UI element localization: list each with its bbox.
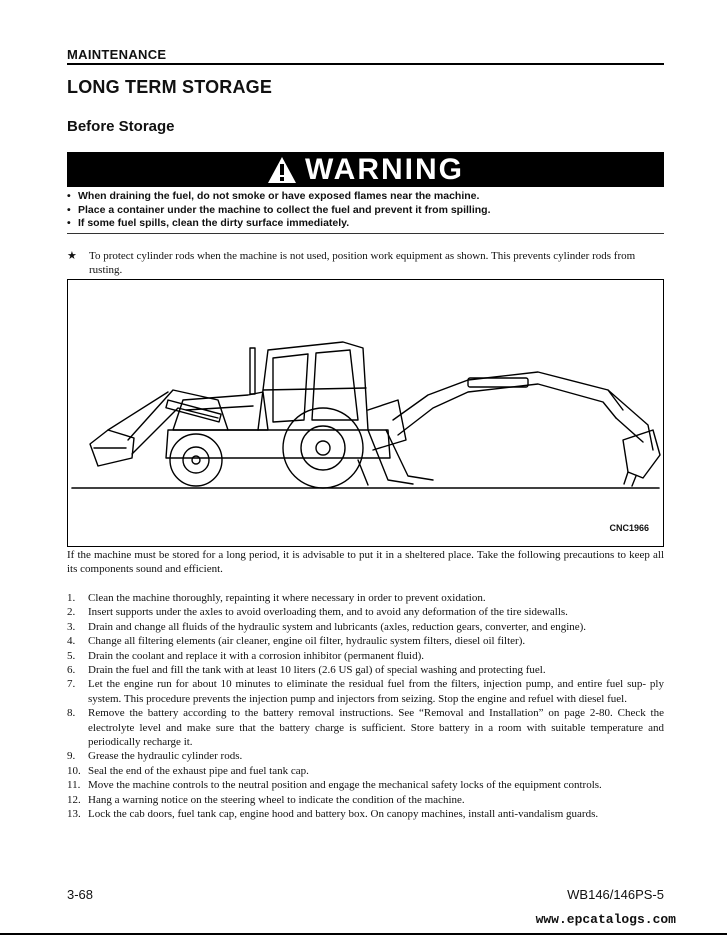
page-number: 3-68 (67, 887, 94, 902)
note (67, 249, 664, 277)
list-item: 12. Hang a warning notice on the steering wheel to indicate the condition of the machine. (67, 793, 465, 806)
list-item: 7. Let the engine run for about 10 minutes to eliminate the residual fuel from the filters, injection pump, and entire fuel sup- ply system. This procedure prevents the injection pump and injectors from seizing. Stop the engine and refuel with diesel fuel. (67, 678, 664, 705)
list-item: 13. Lock the cab doors, fuel tank cap, engine hood and battery box. On canopy machines, install anti-vandalism guards. (67, 808, 599, 821)
section-header: MAINTENANCE (67, 47, 167, 62)
backhoe-loader-illustration (68, 280, 663, 546)
warning-triangle-icon (267, 156, 297, 184)
warning-item: • Place a container under the machine to collect the fuel and prevent it from spilling. (67, 204, 664, 218)
section-subtitle: Before Storage (67, 118, 175, 135)
warning-item: • When draining the fuel, do not smoke or have exposed flames near the machine. (67, 190, 664, 204)
header-rule (67, 63, 664, 65)
figure-frame (67, 279, 664, 547)
list-item: 2. Insert supports under the axles to avoid overloading them, and to avoid any deformation of the tire sidewalls. (67, 606, 568, 619)
warning-banner (67, 152, 664, 187)
star-icon: ★ (67, 250, 77, 262)
list-item: 4. Change all filtering elements (air cleaner, engine oil filter, hydraulic system filters, diesel oil filter). (67, 635, 526, 648)
list-item: 1. Clean the machine thoroughly, repainting it where necessary in order to prevent oxidation. (67, 592, 486, 604)
bottom-rule (0, 933, 727, 935)
intro-paragraph: If the machine must be stored for a long period, it is advisable to put it in a sheltered place. Take the following precautions to keep all its components sound and efficient. (67, 549, 664, 576)
warning-list (67, 190, 664, 231)
model-number: WB146/146PS-5 (567, 887, 664, 902)
warning-label: WARNING (305, 152, 464, 186)
list-item: 6. Drain the fuel and fill the tank with at least 10 liters (2.6 US gal) of special washing and protecting fuel. (67, 664, 546, 677)
note-text: To protect cylinder rods when the machine is not used, position work equipment as shown. This prevents cylinder rods from rusting. (89, 250, 636, 276)
watermark-link[interactable]: www.epcatalogs.com (535, 912, 676, 927)
warning-item: • If some fuel spills, clean the dirty surface immediately. (67, 217, 664, 231)
figure-label: CNC1966 (609, 523, 649, 533)
warning-divider (67, 233, 664, 234)
page-title: LONG TERM STORAGE (67, 77, 273, 97)
storage-steps-list (67, 591, 664, 822)
list-item: 5. Drain the coolant and replace it with a corrosion inhibitor (permanent fluid). (67, 649, 424, 662)
list-item: 9. Grease the hydraulic cylinder rods. (67, 750, 243, 763)
list-item: 11. Move the machine controls to the neutral position and engage the mechanical safety locks of the equipment controls. (67, 779, 602, 792)
list-item: 8. Remove the battery according to the battery removal instructions. See “Removal and Installation” on page 2-80. Check the electrolyte level and make sure that the battery charge is sufficient. Store battery in a room with suitable temperature and periodically recharge it. (67, 707, 664, 749)
list-item: 3. Drain and change all fluids of the hydraulic system and lubricants (axles, reduction gears, converter, and engine). (67, 620, 587, 633)
list-item: 10. Seal the end of the exhaust pipe and fuel tank cap. (67, 764, 309, 777)
